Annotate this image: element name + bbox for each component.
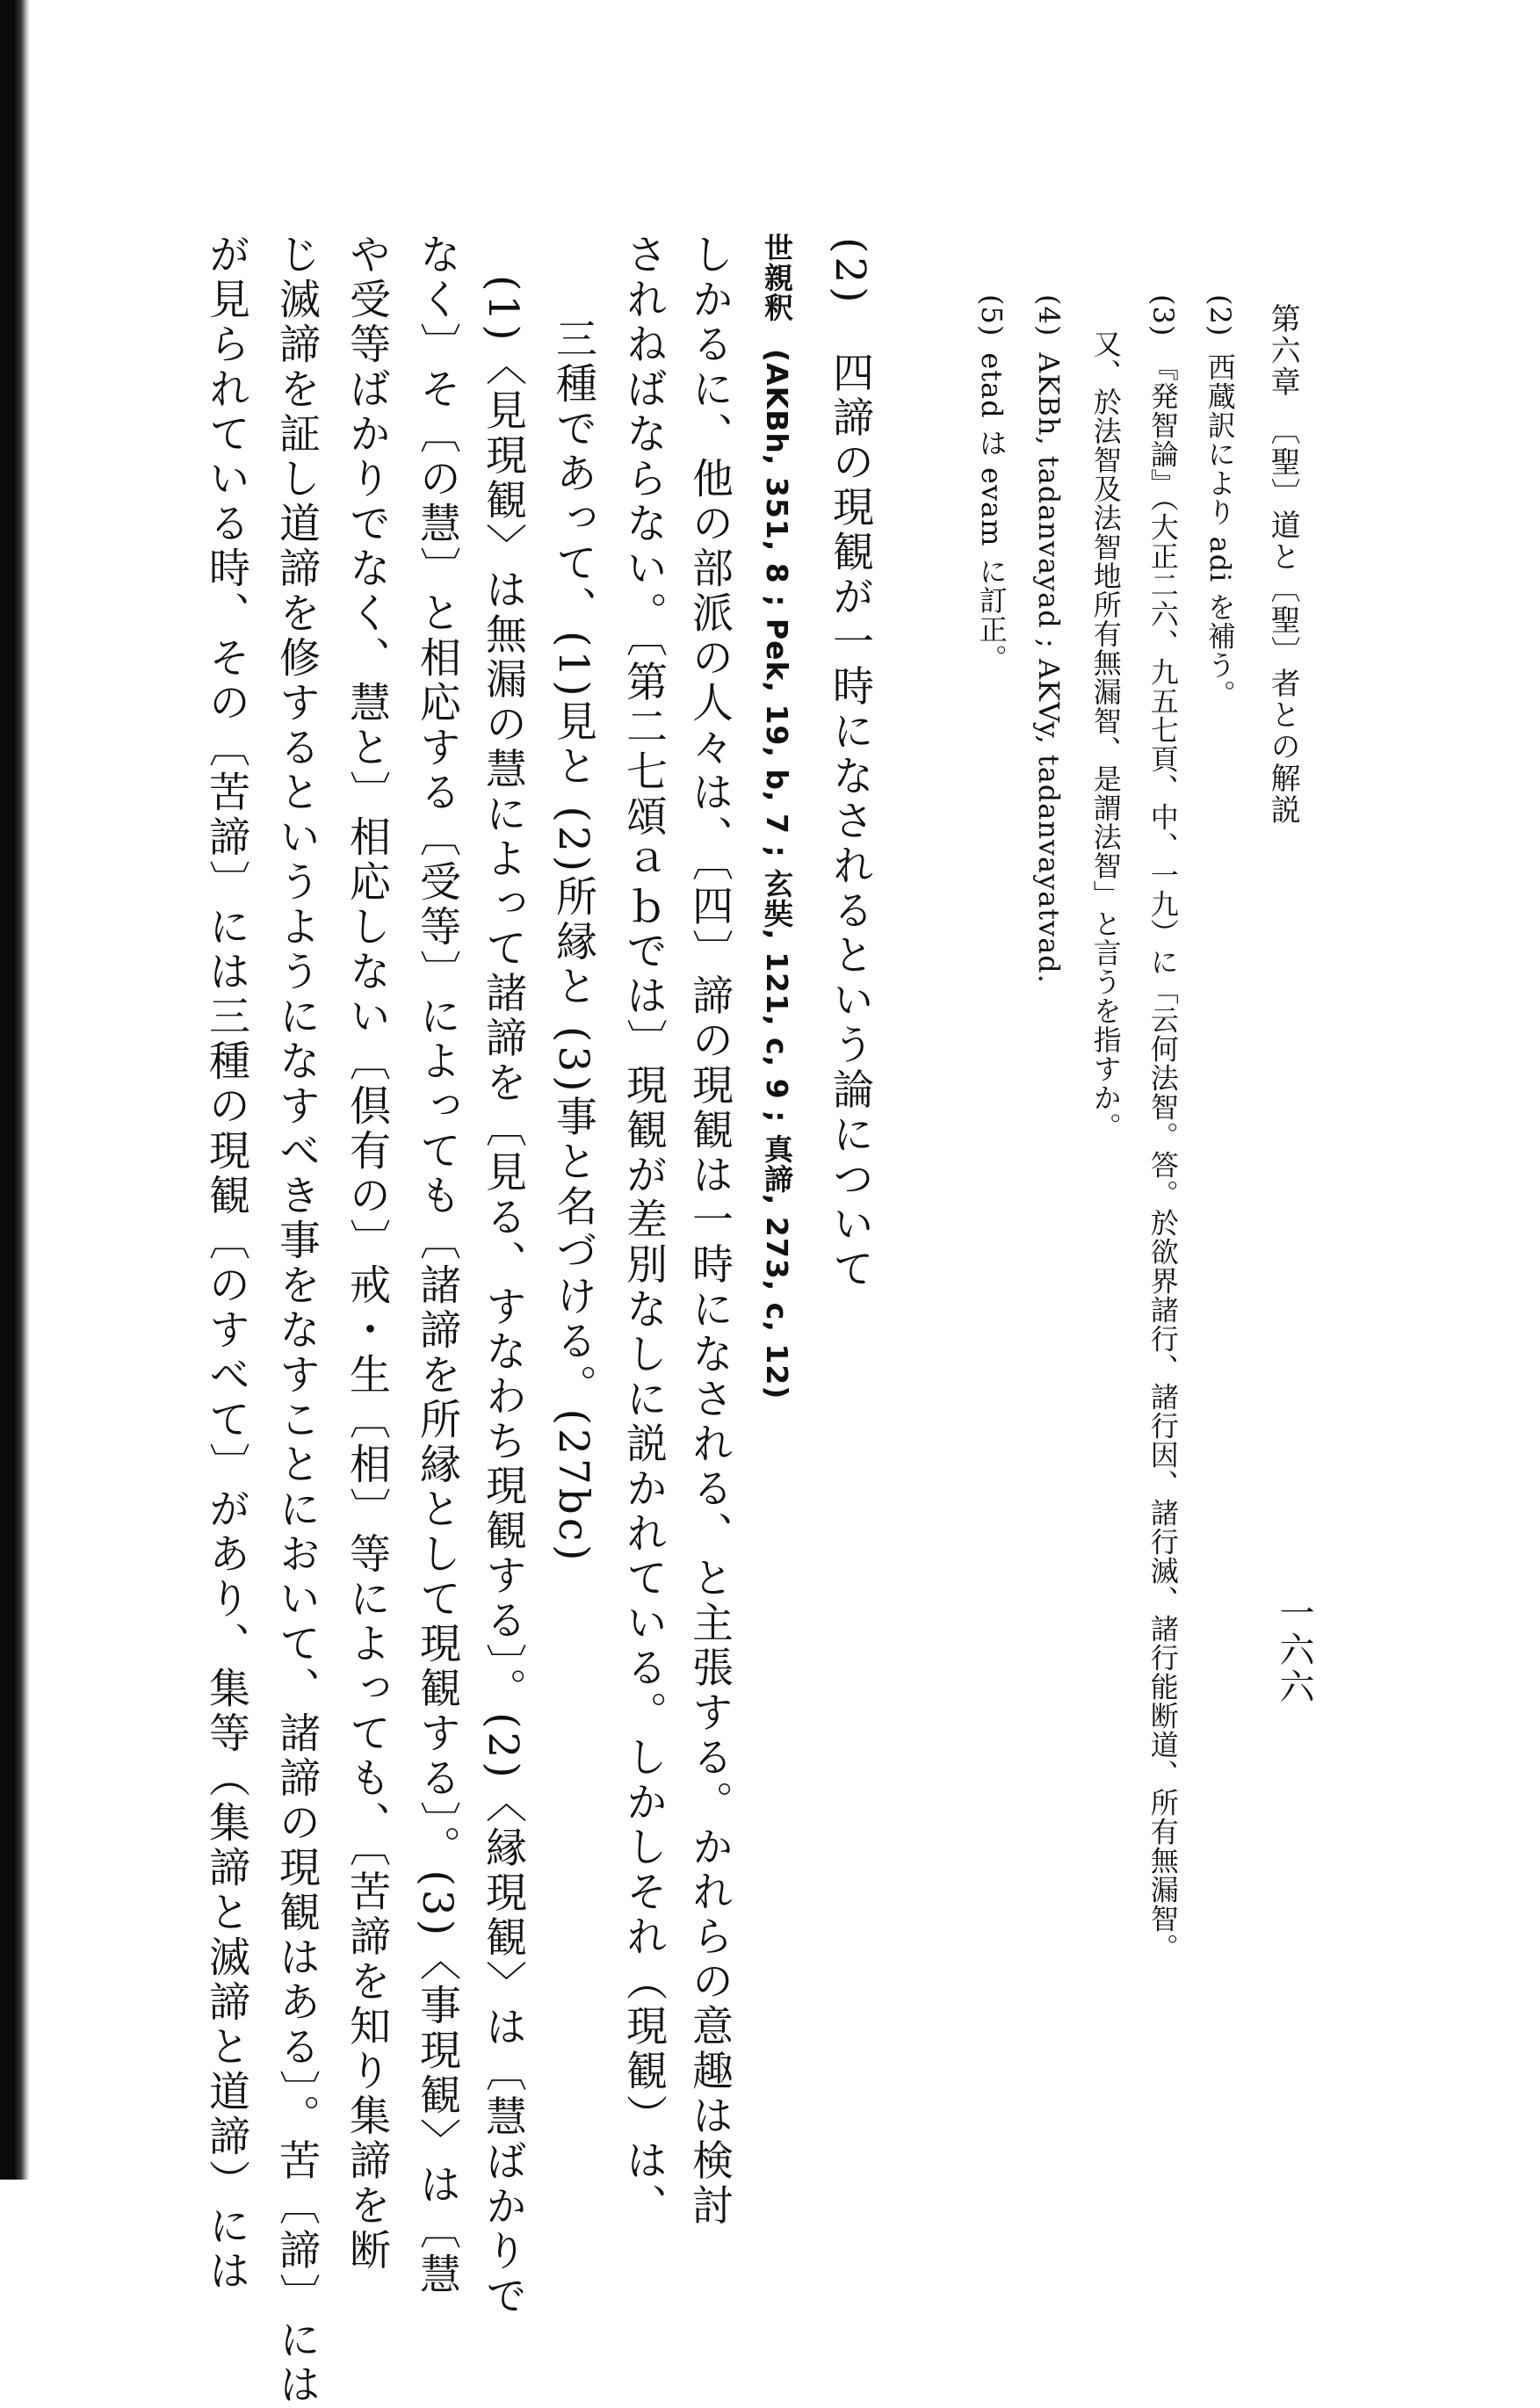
source-reference <box>760 233 793 2078</box>
page-number: 一六六 <box>1274 1594 1314 1705</box>
body-line-2: されねばならない。〔第二七頌ａｂでは〕現観が差別なしに説かれている。しかしそれ（現観）は、 <box>619 233 669 2229</box>
note-number: (4) <box>1031 294 1066 337</box>
note-text: AKBh, tadanvayad ; AKVy, tadanvayatvad. <box>1031 352 1066 984</box>
note-number: (3) <box>1146 294 1180 337</box>
note-text: 西蔵訳により adi を補う。 <box>1203 352 1237 709</box>
body-line-4: なく〕そ〔の慧〕と相応する〔受等〕によっても〔諸諦を所縁として現観する〕。(3)〈事現観〉は〔慧 <box>413 233 462 2298</box>
source-citation: (AKBh, 351, 8 ; Pek, 19, b, 7 ; 玄奘, 121, c, 9 ; 真諦, 273, c, 12) <box>759 349 794 1400</box>
note-3-continued <box>1089 294 1122 2174</box>
body-line-1: しかるに、他の部派の人々は、〔四〕諦の現観は一時になされる、と主張する。かれらの意趣は検討 <box>685 233 734 2229</box>
body-line-7: が見られている時、その〔苦諦〕には三種の現観〔のすべて〕があり、集等（集諦と滅諦と道諦）には <box>202 233 251 2294</box>
note-3 <box>1146 294 1179 2139</box>
note-5 <box>975 294 1008 2139</box>
body-line-6: じ滅諦を証し道諦を修するというようになすべき事をなすことにおいて、諸諦の現観はある〕。苦〔諦〕には <box>272 233 322 2408</box>
body-line-3: (1)〈見現観〉は無漏の慧によって諸諦を〔見る、すなわち現観する〕。(2)〈縁現観〉は〔慧ばかりで <box>479 275 528 2319</box>
scan-binding-edge <box>0 0 30 2180</box>
body-line-5: や受等ばかりでなく、慧と〕相応しない〔倶有の〕戒・生〔相〕等によっても、〔苦諦を知り集諦を断 <box>343 233 392 2274</box>
verse-27bc: 三種であって、(1)見と (2)所縁と (3)事と名づける。(27bc) <box>549 317 598 1565</box>
note-number: (2) <box>1203 294 1237 337</box>
section-heading: (2) 四諦の現観が一時になされるという論について <box>826 237 875 1292</box>
note-2 <box>1204 294 1236 2139</box>
note-text: etad は evam に訂正。 <box>974 352 1009 673</box>
note-number: (5) <box>974 294 1009 337</box>
source-label: 世親釈 <box>759 233 794 322</box>
note-text: 又、於法智及法智地所有無漏智、是謂法智」と言うを指すか。 <box>1088 329 1123 1141</box>
note-text: 『発智論』（大正二六、九五七頁、中、一九）に「云何法智。答。於欲界諸行、諸行因、諸行滅、諸行能断道、所有無漏智。 <box>1146 352 1180 1963</box>
chapter-header: 第六章 〔聖〕道と〔聖〕者との解説 <box>1265 303 1301 826</box>
note-4 <box>1032 294 1065 2139</box>
